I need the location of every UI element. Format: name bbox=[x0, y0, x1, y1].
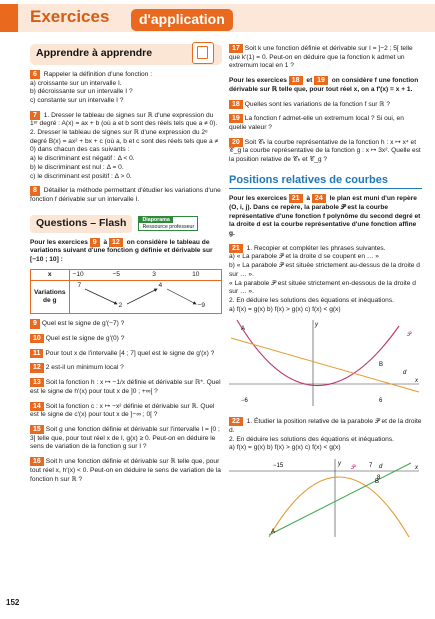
graph-21-svg bbox=[229, 318, 422, 408]
question-15 bbox=[30, 425, 222, 452]
section-title: Positions relatives de courbes bbox=[229, 173, 388, 186]
intro-text: on considère le tableau de variations suivant d'une fonction g définie et dérivable sur [−10 ; 10] : bbox=[30, 238, 213, 263]
exercise-number: 15 bbox=[30, 425, 44, 434]
intro-text: on considère f une fonction dérivable sur ℝ telle que, pour tout réel x, on a f′(x) = x + 1. bbox=[229, 77, 419, 93]
line-d bbox=[269, 460, 411, 535]
exercise-text: 1. Étudier la position relative de la parabole 𝒫 et de la droite d. bbox=[229, 418, 422, 434]
point-b-label: B bbox=[375, 478, 380, 485]
exercise-item: a) f(x) = g(x) b) f(x) > g(x) c) f(x) < g(x) bbox=[229, 444, 341, 452]
x-axis-label: x bbox=[415, 464, 418, 471]
var-value: 2 bbox=[118, 302, 123, 310]
exercise-number: 18 bbox=[229, 100, 243, 109]
intro-text: et bbox=[306, 77, 313, 85]
tick-label: 7 bbox=[369, 462, 373, 469]
flash-title: Questions – Flash bbox=[30, 215, 132, 233]
x-value: −5 bbox=[112, 270, 120, 278]
exercise-6 bbox=[30, 70, 222, 106]
exercise-21 bbox=[229, 244, 422, 315]
exercise-ref: 9 bbox=[90, 238, 100, 247]
exercise-item: a) « La parabole 𝒫 et la droite d se coupent en … » bbox=[229, 253, 379, 261]
arrow-down bbox=[167, 289, 196, 304]
question-13 bbox=[30, 378, 222, 396]
exercise-number: 16 bbox=[30, 457, 44, 466]
exercise-item: a) f(x) = g(x) b) f(x) > g(x) c) f(x) < g(x) bbox=[229, 305, 341, 313]
var-value: 7 bbox=[77, 282, 82, 290]
intro-text: à bbox=[103, 238, 108, 246]
exercise-22 bbox=[229, 417, 422, 453]
exercise-item: b) « La parabole 𝒫 est située strictement au-dessus de la droite d sur … ». bbox=[229, 262, 420, 278]
table-x-label: x bbox=[31, 269, 70, 281]
exercise-item: c) constante sur un intervalle I ? bbox=[30, 96, 124, 104]
exercise-7 bbox=[30, 111, 222, 182]
resource-label: Ressource professeur bbox=[142, 223, 195, 230]
exercise-text: Quelles sont les variations de la fonction f sur ℝ ? bbox=[244, 100, 391, 108]
exercise-number: 20 bbox=[229, 138, 243, 147]
exercise-item: b) décroissante sur un intervalle I ? bbox=[30, 88, 133, 96]
point-b-label: B bbox=[379, 362, 384, 369]
question-10 bbox=[30, 334, 222, 344]
question-20 bbox=[229, 138, 422, 165]
exercise-number: 9 bbox=[30, 319, 40, 328]
exercise-text: Soit 𝒞ₕ la courbe représentative de la fonction h : x ↦ x⁴ et 𝒞_g la courbe représentative de la fonction g : x ↦ 3x². Quelle est la position relative de 𝒞ₕ et 𝒞_g ? bbox=[229, 138, 421, 164]
left-column bbox=[30, 44, 222, 484]
exercise-item: c) le discriminant est positif : Δ > 0. bbox=[30, 172, 132, 180]
exercise-text: Pour tout x de l'intervalle [4 ; 7] quel est le signe de g′(x) ? bbox=[45, 349, 215, 357]
x-axis-label: x bbox=[415, 378, 418, 385]
tick-label: −15 bbox=[273, 462, 284, 469]
right-column bbox=[229, 44, 422, 543]
tick-label: 8 bbox=[377, 474, 381, 481]
variation-arrows bbox=[69, 281, 221, 314]
exercise-text: 2. Dresser le tableau de signes sur ℝ d'une expression du 2ᵉ degré B(x) = ax² + bx + c (où a, b et c sont des réels tels que a ≠ 0) dans chacun des cas suivants : bbox=[30, 129, 219, 154]
graph-21 bbox=[229, 318, 422, 412]
exercise-number: 13 bbox=[30, 378, 44, 387]
exercise-text: Soit la fonction h : x ↦ −1/x définie et dérivable sur ℝ*. Quel est le signe de h′(x) pour tout x de ]0 ; +∞[ ? bbox=[30, 379, 221, 395]
parabola-curve bbox=[237, 320, 399, 386]
exercise-item: a) le discriminant est négatif : Δ < 0. bbox=[30, 155, 135, 163]
exercise-number: 11 bbox=[30, 349, 43, 358]
exercise-text: Soit h une fonction définie et dérivable sur ℝ telle que, pour tout réel x, h′(x) < 0. Peut-on en déduire le sens de variation de la fonction h sur ℝ ? bbox=[30, 458, 221, 483]
diaporama-badge[interactable] bbox=[138, 216, 198, 231]
exercise-item: 2. En déduire les solutions des équations et inéquations. bbox=[229, 435, 394, 443]
exercise-number: 8 bbox=[30, 186, 40, 195]
exercise-number: 7 bbox=[30, 111, 40, 120]
question-11 bbox=[30, 349, 222, 359]
exercise-number: 12 bbox=[30, 363, 44, 372]
exercise-item: b) le discriminant est nul : Δ = 0. bbox=[30, 163, 124, 171]
point-a-label: A bbox=[241, 326, 246, 333]
parabola-curve bbox=[269, 474, 409, 537]
exercise-text: Rappeler la définition d'une fonction : bbox=[43, 70, 153, 78]
line-d-label: d bbox=[379, 463, 383, 470]
exercise-ref: 19 bbox=[314, 76, 328, 85]
exercise-text: 1. Dresser le tableau de signes sur ℝ d'une expression du 1ᵉʳ degré : A(x) = ax + b (où a et b sont des réels tels que a ≠ 0). bbox=[30, 111, 218, 128]
question-12 bbox=[30, 363, 222, 373]
exercise-number: 10 bbox=[30, 334, 44, 343]
exercise-ref: 24 bbox=[312, 194, 326, 203]
intro-21-24 bbox=[229, 194, 422, 239]
y-axis-label: y bbox=[338, 460, 341, 467]
section-title: Apprendre à apprendre bbox=[36, 47, 153, 59]
exercise-text: La fonction f admet-elle un extremum local ? Si oui, en quelle valeur ? bbox=[229, 115, 404, 131]
x-value: 10 bbox=[192, 270, 200, 278]
exercise-text: Détailler la méthode permettant d'étudier les variations d'une fonction f dérivable sur un intervalle I. bbox=[30, 187, 221, 203]
exercise-item: 2. En déduire les solutions des équations et inéquations. bbox=[229, 296, 394, 304]
page-title: Exercices bbox=[30, 7, 110, 26]
exercise-number: 22 bbox=[229, 417, 243, 426]
point-a-label: A bbox=[271, 528, 276, 535]
tick-label: −6 bbox=[241, 398, 248, 405]
exercise-text: Soit g une fonction définie et dérivable sur l'intervalle I = [0 ; 3] telle que, pour tout réel x de I, g(x) ≥ 0. Peut-on en déduire le sens de variation de la fonction g sur I ? bbox=[30, 426, 220, 451]
exercise-number: 6 bbox=[30, 70, 40, 79]
exercise-8 bbox=[30, 186, 222, 204]
variation-arrows-svg bbox=[73, 282, 213, 312]
flash-intro bbox=[30, 238, 222, 265]
question-19 bbox=[229, 114, 422, 132]
flash-header bbox=[30, 215, 222, 233]
page-title-pill: d'application bbox=[131, 9, 233, 31]
table-var-label: Variations de g bbox=[31, 281, 70, 314]
intro-text: le plan est muni d'un repère (O, i, j). Dans ce repère, la parabole 𝒫 est la courbe représentative d'une fonction f polynôme du second degré et la droite d est la courbe représentative d'une fonction affine g. bbox=[229, 195, 421, 238]
intro-18-19 bbox=[229, 76, 422, 94]
variation-table bbox=[30, 269, 222, 315]
exercise-text: Soit la fonction c : x ↦ −x² définie et dérivable sur ℝ. Quel est le signe de c′(x) pour tout x de ]−∞ ; 0[ ? bbox=[30, 402, 215, 419]
exercise-item: « La parabole 𝒫 est située strictement en-dessous de la droite d sur … ». bbox=[229, 279, 416, 296]
exercise-text: Quel est le signe de g′(0) ? bbox=[45, 335, 125, 343]
exercise-ref: 18 bbox=[289, 76, 303, 85]
question-16 bbox=[30, 457, 222, 484]
exercise-text: Soit k une fonction définie et dérivable sur I = ]−2 ; 5[ telle que k′(1) = 0. Peut-on en déduire que la fonction k admet un extremum local en 1 ? bbox=[229, 45, 413, 70]
intro-text: à bbox=[306, 195, 311, 203]
var-value: −9 bbox=[197, 302, 206, 310]
graph-22-svg bbox=[229, 457, 422, 539]
exercise-text: 2 est-il un minimum local ? bbox=[45, 364, 124, 372]
arrow-up bbox=[127, 289, 157, 304]
tick-label: 6 bbox=[379, 398, 383, 405]
exercise-number: 14 bbox=[30, 402, 44, 411]
exercise-text: 1. Recopier et compléter les phrases suivantes. bbox=[246, 244, 386, 252]
y-axis-label: y bbox=[315, 322, 318, 329]
question-9 bbox=[30, 319, 222, 329]
intro-text: Pour les exercices bbox=[229, 195, 287, 203]
parabola-label: 𝒫 bbox=[351, 464, 356, 471]
exercise-text: Quel est le signe de g′(−7) ? bbox=[41, 320, 125, 328]
x-value: 3 bbox=[152, 270, 156, 278]
line-d-label: d bbox=[403, 370, 407, 377]
x-value: −10 bbox=[72, 270, 84, 278]
section-apprendre bbox=[30, 44, 222, 65]
question-18 bbox=[229, 100, 422, 110]
var-value: 4 bbox=[158, 282, 163, 290]
parabola-label: 𝒫 bbox=[407, 332, 412, 339]
exercise-number: 19 bbox=[229, 114, 243, 123]
clipboard-icon bbox=[192, 42, 214, 64]
header-accent bbox=[0, 4, 18, 32]
arrow-down bbox=[85, 289, 117, 304]
table-x-values bbox=[69, 269, 221, 281]
intro-text: Pour les exercices bbox=[229, 77, 287, 85]
graph-22 bbox=[229, 457, 422, 543]
exercise-number: 17 bbox=[229, 44, 243, 53]
question-17 bbox=[229, 44, 422, 71]
intro-text: Pour les exercices bbox=[30, 238, 88, 246]
exercise-ref: 21 bbox=[289, 194, 303, 203]
section-rule bbox=[229, 188, 422, 189]
question-14 bbox=[30, 402, 222, 420]
exercise-ref: 12 bbox=[109, 238, 123, 247]
page-number: 152 bbox=[6, 598, 20, 607]
diaporama-label: Diaporama bbox=[139, 217, 172, 223]
exercise-item: a) croissante sur un intervalle I. bbox=[30, 79, 122, 87]
exercise-number: 21 bbox=[229, 244, 243, 253]
